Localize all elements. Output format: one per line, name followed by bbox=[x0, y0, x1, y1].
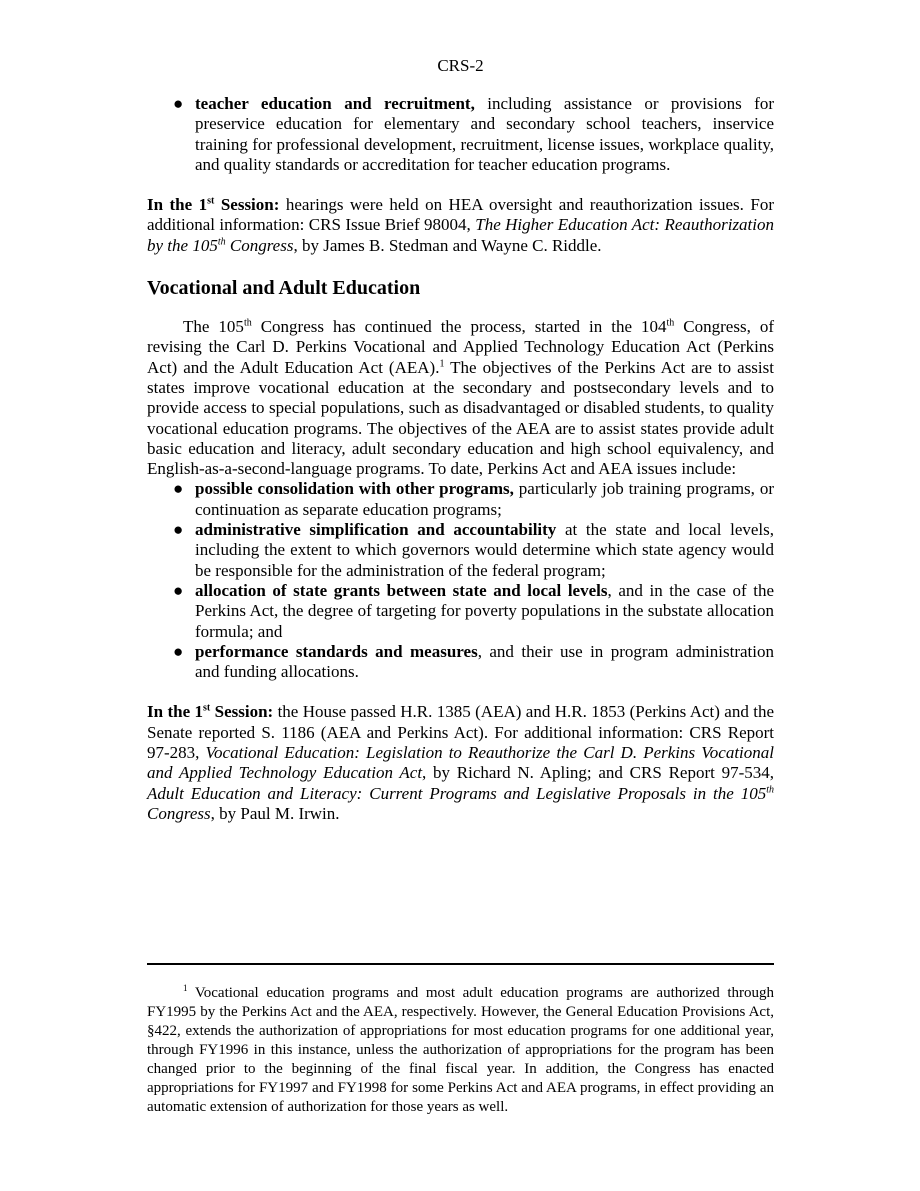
main-text bbox=[147, 94, 774, 824]
bullet-bold-text: teacher education and recruitment, bbox=[195, 94, 475, 113]
voc-session-paragraph: In the 1st Session: the House passed H.R. 1385 (AEA) and H.R. 1853 (Perkins Act) and the Senate reported S. 1186 (AEA and Perkins Act). For additional information: CRS Report 97-283, Vocational Education: Legislation to Reauthorize the Carl D. Perkins Vocational and Applied Technology Education Act, by Richard N. Apling; and CRS Report 97-534, Adult Education and Literacy: Current Programs and Legislative Proposals in the 105th Congress, by Paul M. Irwin. bbox=[147, 702, 775, 823]
section-heading: Vocational and Adult Education bbox=[147, 277, 421, 300]
list-item: ● possible consolidation with other programs, particularly job training programs, or continuation as separate education programs; bbox=[173, 479, 774, 519]
footnote-marker: 1 bbox=[183, 983, 188, 993]
page-header bbox=[147, 56, 774, 76]
report-title: Adult Education and Literacy: Current Programs and Legislative Proposals in the 105th Congress bbox=[147, 783, 774, 823]
report-title: Vocational Education: Legislation to Reauthorize the Carl D. Perkins Vocational and Applied Technology Education Act bbox=[147, 743, 774, 783]
session-label: In the 1st Session: bbox=[147, 195, 280, 215]
bullet-icon: ● bbox=[173, 580, 184, 600]
bullet-text: including assistance or provisions for preservice education for elementary and secondary school teachers, inservice training for professional development, recruitment, license issues, workplace quality, and quality standards or accreditation for teacher education programs. bbox=[195, 94, 774, 174]
report-title: The Higher Education Act: Reauthorization by the 105th Congress bbox=[147, 215, 775, 255]
session-label: In the 1st Session: bbox=[147, 702, 274, 722]
issues-bullet-list bbox=[147, 479, 774, 682]
bullet-icon: ● bbox=[173, 520, 184, 540]
bullet-icon: ● bbox=[173, 641, 184, 661]
list-item: ● administrative simplification and accountability at the state and local levels, including the extent to which governors would determine which state agency would be responsible for the administration of the federal program; bbox=[173, 520, 774, 580]
list-item: ● allocation of state grants between state and local levels, and in the case of the Perkins Act, the degree of targeting for poverty populations in the substate allocation formula; and bbox=[173, 580, 775, 641]
footnote-divider bbox=[147, 963, 774, 965]
bullet-icon: ● bbox=[173, 94, 184, 113]
footnote-reference: 1 bbox=[439, 358, 445, 370]
hea-session-paragraph: In the 1st Session: hearings were held on HEA oversight and reauthorization issues. For additional information: CRS Issue Brief 98004, The Higher Education Act: Reauthorization by the 105th Congress, by James B. Stedman and Wayne C. Riddle. bbox=[147, 195, 775, 255]
bullet-icon: ● bbox=[173, 479, 184, 499]
footnote bbox=[147, 984, 774, 1117]
footnote-text: Vocational education programs and most adult education programs are authorized through FY1995 by the Perkins Act and the AEA, respectively. However, the General Education Provisions Act, §422, extends the authorization of appropriations for most education programs for one additional year, through FY1996 in this instance, unless the authorization of appropriations for the program has been changed prior to the beginning of the final fiscal year. In addition, the Congress has enacted appropriations for FY1997 and FY1998 for some Perkins Act and AEA programs, in effect providing an automatic extension of authorization for those years as well. bbox=[147, 985, 774, 1115]
list-item: ● performance standards and measures, and their use in program administration and funding allocations. bbox=[173, 641, 774, 682]
list-item bbox=[147, 94, 774, 175]
intro-paragraph: The 105th Congress has continued the process, started in the 104th Congress, of revising the Carl D. Perkins Vocational and Applied Technology Education Act (Perkins Act) and the Adult Education Act (AEA).$^1$ The objectives of the Perkins Act are to assist states improve vocational education at the secondary and postsecondary levels and to provide access to special populations, such as disadvantaged or disabled students, to quality vocational education programs. The objectives of the AEA are to assist states provide adult basic education and literacy, adult secondary education and high school equivalency, and English-as-a-second-language programs. To date, Perkins Act and AEA issues include: bbox=[147, 317, 774, 479]
teacher-education-bullet-list bbox=[147, 94, 774, 175]
page-label: CRS-2 bbox=[437, 56, 484, 75]
